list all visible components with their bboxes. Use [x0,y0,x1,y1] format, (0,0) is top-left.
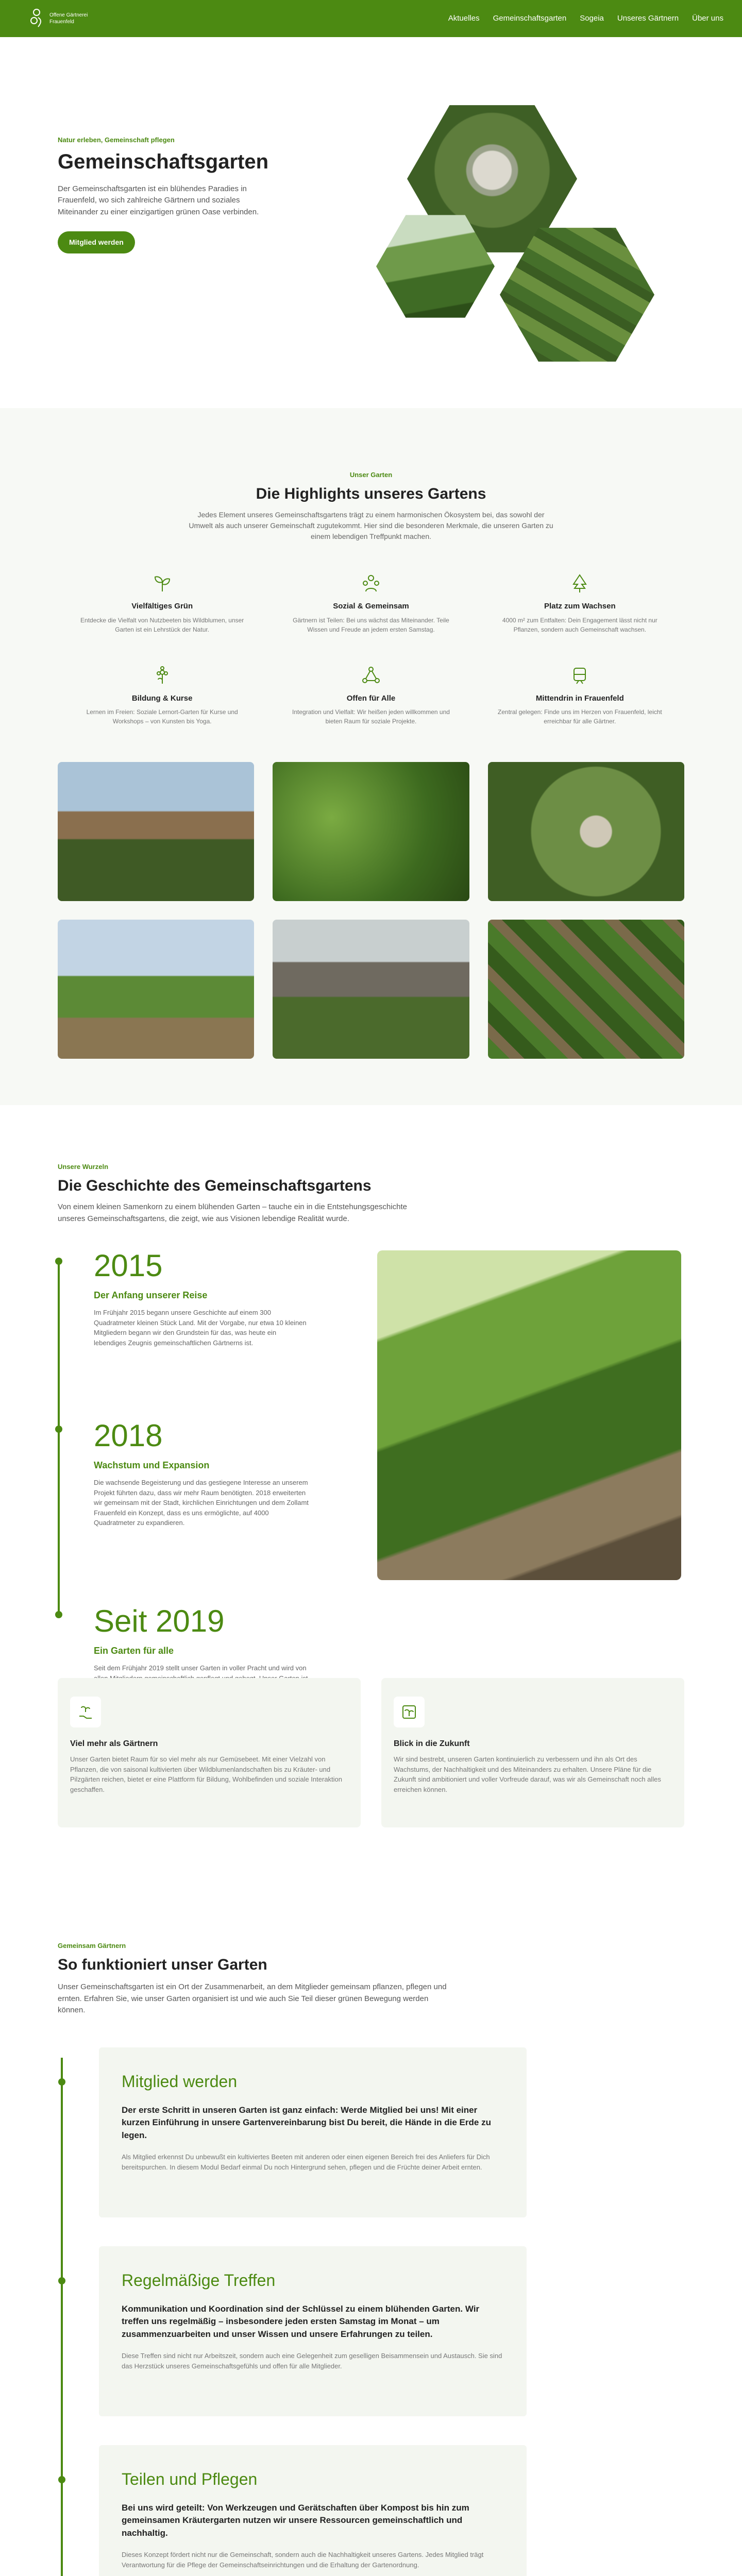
history-title: Die Geschichte des Gemeinschaftsgartens [58,1177,372,1194]
hero-hex-collage [376,94,665,382]
how-intro: Unser Gemeinschaftsgarten ist ein Ort der Zusammenarbeit, an dem Mitglieder gemeinsam pflanzen, pflegen und ernten. Erfahren Sie, wie unser Garten organisiert ist und wie auch Sie Teil dieser grünen Bewegung werden können. [58,1982,447,2014]
feature-title: Bildung & Kurse [131,693,193,703]
site-logo[interactable] [29,8,106,29]
history-card [381,1678,684,1827]
timeline-text: Im Frühjahr 2015 begann unsere Geschichte auf einem 300 Quadratmeter kleinen Stück Land. Mit der Vorgabe, nur etwa 10 kleinen Mitgliedern begann wir den Grundstein für das, was heute ein lebendiges Zeugnis gemeinschaftlichen Gärtnerns ist. [94,1309,307,1347]
share-icon [361,665,381,686]
gallery-photo[interactable] [488,920,684,1059]
nav-item-sogeia[interactable]: Sogeia [580,13,604,23]
timeline-year: 2018 [94,1418,163,1453]
history-eyebrow: Unsere Wurzeln [58,1163,109,1171]
step-card [99,2246,527,2416]
feature-item [496,665,664,726]
feature-text: 4000 m² zum Entfalten: Dein Engagement lässt nicht nur Pflanzen, sondern auch Gemeinschaft wachsen. [502,616,657,633]
main-nav [448,13,723,25]
tree-icon [569,573,590,594]
timeline-dot [55,1611,62,1618]
timeline-year: 2015 [94,1248,163,1283]
hand-plant-icon [70,1697,101,1727]
timeline-title: Wachstum und Expansion [94,1460,210,1470]
step-lead: Der erste Schritt in unseren Garten ist ganz einfach: Werde Mitglied bei uns! Mit einer kurzen Einführung in unsere Gartenvereinbarung bist Du bereit, die Hände in die Erde zu legen. [122,2105,491,2140]
timeline-title: Ein Garten für alle [94,1646,174,1656]
page-title: Gemeinschaftsgarten [58,150,269,173]
timeline-text: Seit dem Frühjahr 2019 stellt unser Garten in voller Pracht und wird von [94,1664,307,1672]
nav-item-ueber-uns[interactable]: Über uns [692,13,723,23]
step-lead: Kommunikation und Koordination sind der Schlüssel zu einem blühenden Garten. Wir treffen uns regelmäßig – insbesondere jeden ersten Samstag im Monat – um zusammenzuarbeiten und unser Wissen und unsere Erfahrungen zu teilen. [122,2303,480,2339]
how-title: So funktioniert unser Garten [58,1956,267,1973]
site-header [0,0,742,37]
step-title: Teilen und Pflegen [122,2469,258,2488]
how-steps [58,2047,684,2576]
train-icon [569,665,590,686]
step-title: Regelmäßige Treffen [122,2270,276,2290]
feature-title: Mittendrin in Frauenfeld [535,693,624,703]
step-dot [58,2078,65,2086]
history-intro: Von einem kleinen Samenkorn zu einem blühenden Garten – tauche ein in die Entstehungsgeschichte unseres Gemeinschaftsgartens, die zeigt, wie aus Visionen lebendige Realität wurde. [58,1202,407,1223]
card-text: Unser Garten bietet Raum für so viel mehr als nur Gemüsebeet. Mit einer Vielzahl von Pflanzen, die von saisonal kultivierten über Wildblumenlandschaften bis zu Kräuter- und Pilzgärten reichen, bietet er eine Plattform für Bildung, Wohlbefinden und soziale Interaktion geschaffen. [70,1755,343,1793]
timeline-item [94,1420,310,1528]
gallery-photo[interactable] [488,762,684,901]
seedling-chart-icon [394,1697,425,1727]
card-text: Wir sind bestrebt, unseren Garten kontinuierlich zu verbessern und ihn als Ort des Wachstums, der Nachhaltigkeit und des Miteinanders zu erhalten. Unsere Pläne für die Zukunft sind ambitioniert und voller Vorfreude darauf, was wir als Gemeinschaft noch alles erreichen können. [394,1755,661,1793]
step-text: Diese Treffen sind nicht nur Arbeitszeit, sondern auch eine Gelegenheit zum geselligen Beisammensein und Austausch. Sie sind das Herzstück unseres Gemeinschaftsgefühls und offen für alle Mitglieder. [122,2352,502,2370]
gallery-photo[interactable] [273,762,469,901]
step-text: Dieses Konzept fördert nicht nur die Gemeinschaft, sondern auch die Nachhaltigkeit unseres Gartens. Jedes Mitglied trägt Verantwortung für die Pflege der Gemeinschaftseinrichtungen und die Erhaltung der Gartenordnung. [122,2551,484,2569]
flower-icon [152,665,173,686]
step-card [99,2445,527,2576]
highlights-title: Die Highlights unseres Gartens [256,485,486,502]
feature-title: Vielfältiges Grün [131,602,193,611]
timeline-line [58,1261,60,1616]
feature-text: Integration und Vielfalt: Wir heißen jeden willkommen und bieten Raum für soziale Projekte. [292,708,450,725]
feature-item [496,573,664,634]
history-timeline [58,1250,684,1827]
feature-title: Platz zum Wachsen [544,602,616,611]
gallery-photo[interactable] [58,920,254,1059]
features-grid [78,573,664,726]
hero-join-button[interactable]: Mitglied werden [58,231,135,253]
how-eyebrow: Gemeinsam Gärtnern [58,1942,126,1950]
history-photo [377,1250,681,1580]
feature-item [78,665,246,726]
timeline-title: Der Anfang unserer Reise [94,1290,208,1300]
timeline-text: Die wachsende Begeisterung und das gestiegene Interesse an unserem Projekt führten dazu, dass wir mehr Raum benötigten. 2018 erweiterten wir gemeinsam mit der Stadt, kirchlichen Einrichtungen und dem Zollamt Frauenfeld ein Konzept, dass es uns ermöglichte, auf 4000 Quadratmeter zu expandieren. [94,1479,309,1527]
step-title: Mitglied werden [122,2072,238,2091]
feature-text: Lernen im Freien: Soziale Lernort-Garten für Kurse und Workshops – von Kunsten bis Yoga. [86,708,238,725]
card-title: Viel mehr als Gärtnern [70,1739,158,1748]
step-text: Als Mitglied erkennst Du unbewußt ein kultiviertes Beeten mit anderen oder einen eigenen Bereich frei des Anliefers für Dich bereitspurchen. In diesem Modul Bedarf einmal Du noch Hintergrund sehen, pflegen und die Früchte deiner Arbeit ernten. [122,2153,490,2171]
feature-text: Gärtnern ist Teilen: Bei uns wächst das Miteinander. Teile Wissen und Freude an jedem ersten Samstag. [293,616,449,633]
timeline-dot [55,1258,62,1265]
hero-text [58,135,274,253]
how-section [0,1889,742,2576]
timeline-dot [55,1426,62,1433]
history-section [0,1105,742,1889]
hero-section [0,37,742,408]
feature-text: Zentral gelegen: Finde uns im Herzen von Frauenfeld, leicht erreichbar für alle Gärtner. [497,708,662,725]
timeline-item [94,1250,310,1348]
timeline-year: Seit 2019 [94,1604,225,1638]
sprout-icon [152,573,173,594]
people-icon [361,573,381,594]
gallery-photo[interactable] [273,920,469,1059]
card-title: Blick in die Zukunft [394,1739,470,1748]
step-card [99,2047,527,2217]
nav-item-unseres-gaertnern[interactable]: Unseres Gärtnern [617,13,679,23]
highlights-eyebrow: Unser Garten [349,471,393,479]
nav-item-gemeinschaftsgarten[interactable]: Gemeinschaftsgarten [493,13,567,23]
feature-text: Entdecke die Vielfalt von Nutzbeeten bis Wildblumen, unser Garten ist ein Lehrstück der Natur. [80,616,244,633]
gallery-photo[interactable] [58,762,254,901]
nav-item-aktuelles[interactable]: Aktuelles [448,13,480,23]
photo-gallery [58,762,684,1059]
hero-eyebrow: Natur erleben, Gemeinschaft pflegen [58,136,175,144]
logo-icon [29,8,44,29]
history-cards [58,1678,684,1827]
hero-text-body: Der Gemeinschaftsgarten ist ein blühendes Paradies in Frauenfeld, wo sich zahlreiche Gärtnern und soziales Miteinander zu einer einzigartigen grünen Oase verbinden. [58,184,259,216]
step-dot [58,2277,65,2284]
feature-title: Offen für Alle [346,693,396,703]
highlights-intro: Jedes Element unseres Gemeinschaftsgartens trägt zu einem harmonischen Ökosystem bei, das sowohl der Umwelt als auch unserer Gemeinschaft zugutekommt. Hier sind die besonderen Merkmale, die unseren Garten zu einem lebendigen Treffpunkt machen. [189,511,553,540]
feature-title: Sozial & Gemeinsam [333,602,409,611]
step-dot [58,2476,65,2483]
feature-item [287,573,454,634]
history-card [58,1678,361,1827]
steps-line [61,2058,63,2576]
feature-item [78,573,246,634]
highlights-section [0,408,742,1105]
feature-item [287,665,454,726]
logo-text: Offene Gärtnerei Frauenfeld [49,12,88,25]
step-lead: Bei uns wird geteilt: Von Werkzeugen und Gerätschaften über Kompost bis hin zum gemeinsamen Kräutergarten nutzen wir unsere Ressourcen gemeinschaftlich und nachhaltig. [122,2502,469,2538]
